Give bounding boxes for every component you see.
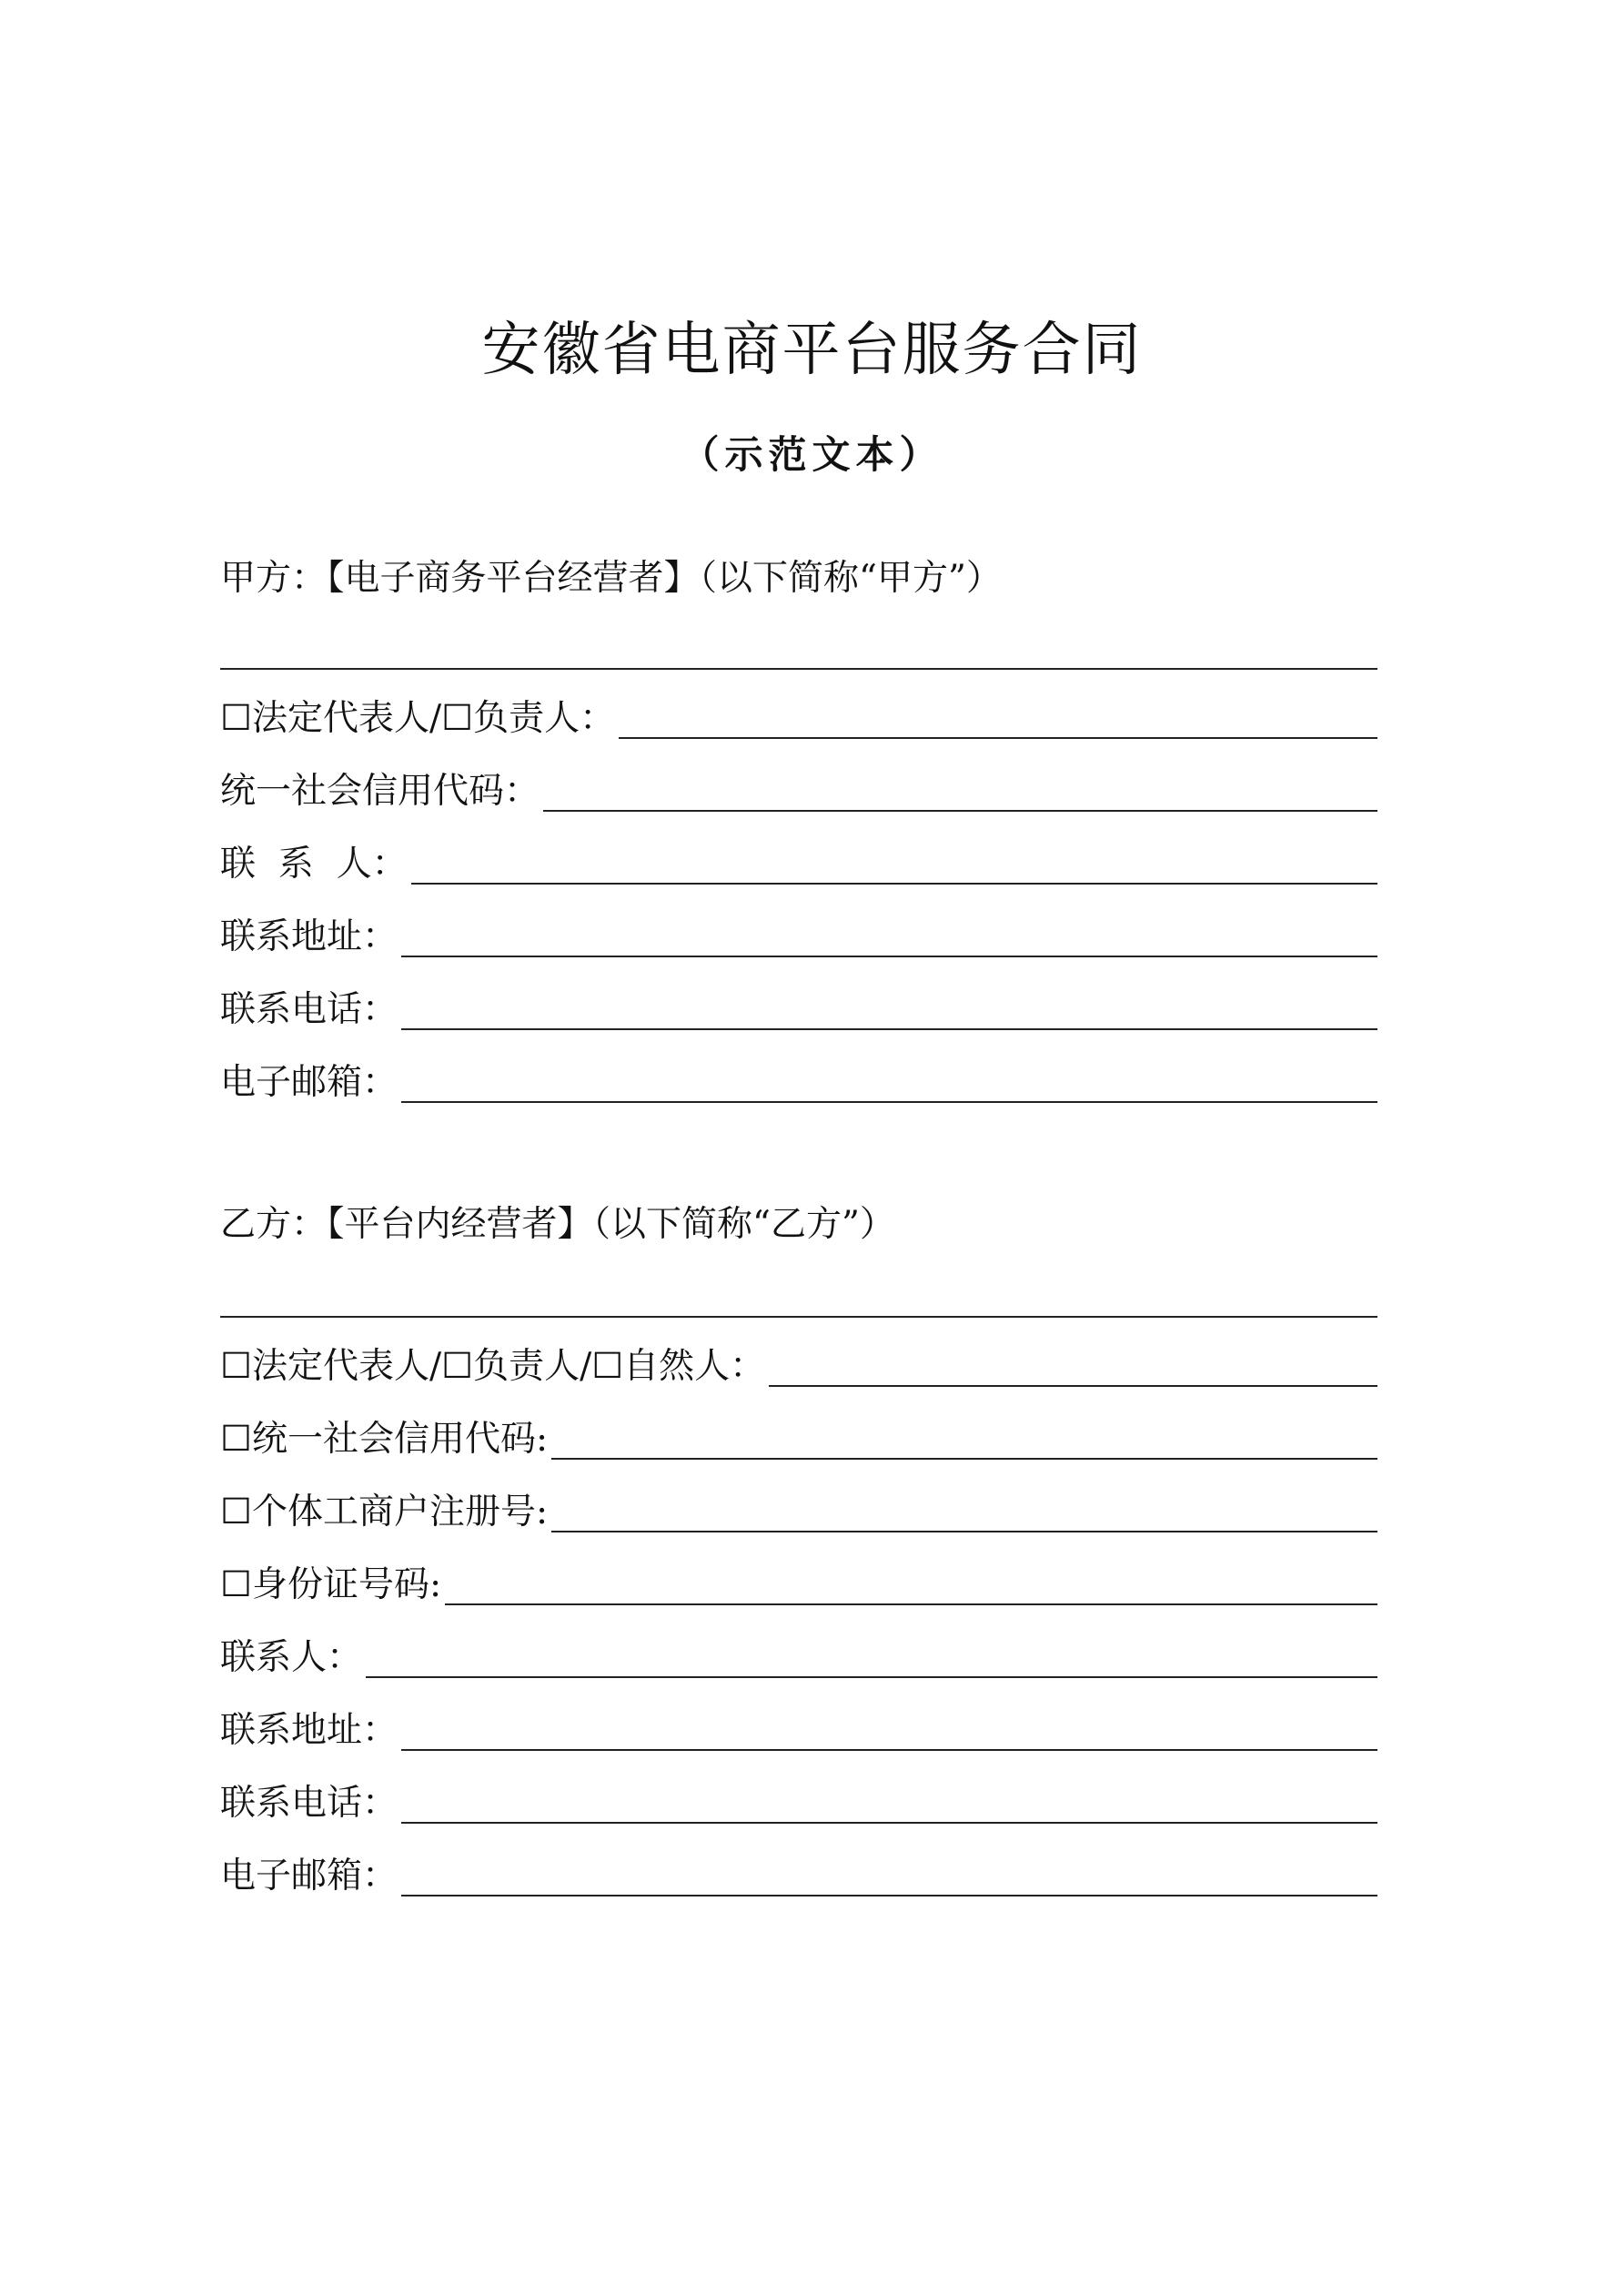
party-a-heading: 甲方：【电子商务平台经营者】（以下简称“甲方”） xyxy=(220,558,1002,599)
party-a-credit-code-label: 统一社会信用代码： xyxy=(220,771,540,812)
party-a-representative-blank[interactable] xyxy=(619,737,1377,739)
party-b-email-label: 电子邮箱： xyxy=(220,1856,398,1896)
party-b-business-reg-blank[interactable] xyxy=(551,1531,1377,1532)
party-b-heading: 乙方：【平台内经营者】（以下简称“乙方”） xyxy=(220,1204,895,1245)
party-a-email-blank[interactable] xyxy=(401,1101,1377,1103)
party-a-address-blank[interactable] xyxy=(401,956,1377,957)
party-b-business-reg-label: ☐个体工商户注册号: xyxy=(220,1492,549,1532)
party-b-credit-code-label: ☐统一社会信用代码: xyxy=(220,1419,549,1460)
party-b-address-field[interactable] xyxy=(220,1702,1377,1756)
party-a-address-label: 联系地址： xyxy=(220,916,398,957)
party-b-credit-code-field[interactable] xyxy=(220,1411,1377,1465)
party-b-representative-label: ☐法定代表人/☐负责人/☐自然人： xyxy=(220,1346,766,1387)
party-a-phone-field[interactable] xyxy=(220,981,1377,1036)
party-b-email-blank[interactable] xyxy=(401,1895,1377,1896)
party-b-address-blank[interactable] xyxy=(401,1749,1377,1751)
party-b-contact-person-field[interactable] xyxy=(220,1629,1377,1684)
party-a-credit-code-field[interactable] xyxy=(220,763,1377,817)
party-a-contact-person-blank[interactable] xyxy=(411,883,1377,885)
party-a-representative-field[interactable] xyxy=(220,690,1377,744)
party-b-representative-field[interactable] xyxy=(220,1338,1377,1392)
party-b-credit-code-blank[interactable] xyxy=(551,1458,1377,1460)
party-b-phone-field[interactable] xyxy=(220,1775,1377,1829)
document-title: 安徽省电商平台服务合同 xyxy=(481,317,1143,384)
party-b-id-number-field[interactable] xyxy=(220,1556,1377,1611)
party-b-contact-person-label: 联系人： xyxy=(220,1637,363,1678)
party-b-representative-blank[interactable] xyxy=(769,1385,1377,1387)
party-b-phone-blank[interactable] xyxy=(401,1822,1377,1824)
party-a-name-blank[interactable] xyxy=(220,668,1377,670)
party-a-contact-person-label: 联 系 人： xyxy=(220,844,408,885)
party-a-email-field[interactable] xyxy=(220,1054,1377,1108)
party-b-address-label: 联系地址： xyxy=(220,1710,398,1751)
party-a-representative-label: ☐法定代表人/☐负责人： xyxy=(220,698,616,739)
party-a-phone-label: 联系电话： xyxy=(220,989,398,1030)
party-b-contact-person-blank[interactable] xyxy=(366,1676,1377,1678)
party-a-contact-person-field[interactable] xyxy=(220,835,1377,890)
party-a-credit-code-blank[interactable] xyxy=(543,810,1377,812)
party-b-email-field[interactable] xyxy=(220,1847,1377,1902)
document-subtitle: （示范文本） xyxy=(681,432,943,477)
party-b-name-blank[interactable] xyxy=(220,1316,1377,1318)
party-b-business-reg-field[interactable] xyxy=(220,1483,1377,1538)
party-b-id-number-blank[interactable] xyxy=(445,1603,1377,1605)
party-a-phone-blank[interactable] xyxy=(401,1028,1377,1030)
party-b-id-number-label: ☐身份证号码: xyxy=(220,1564,442,1605)
party-a-email-label: 电子邮箱： xyxy=(220,1062,398,1103)
party-a-address-field[interactable] xyxy=(220,908,1377,963)
party-b-phone-label: 联系电话： xyxy=(220,1783,398,1824)
